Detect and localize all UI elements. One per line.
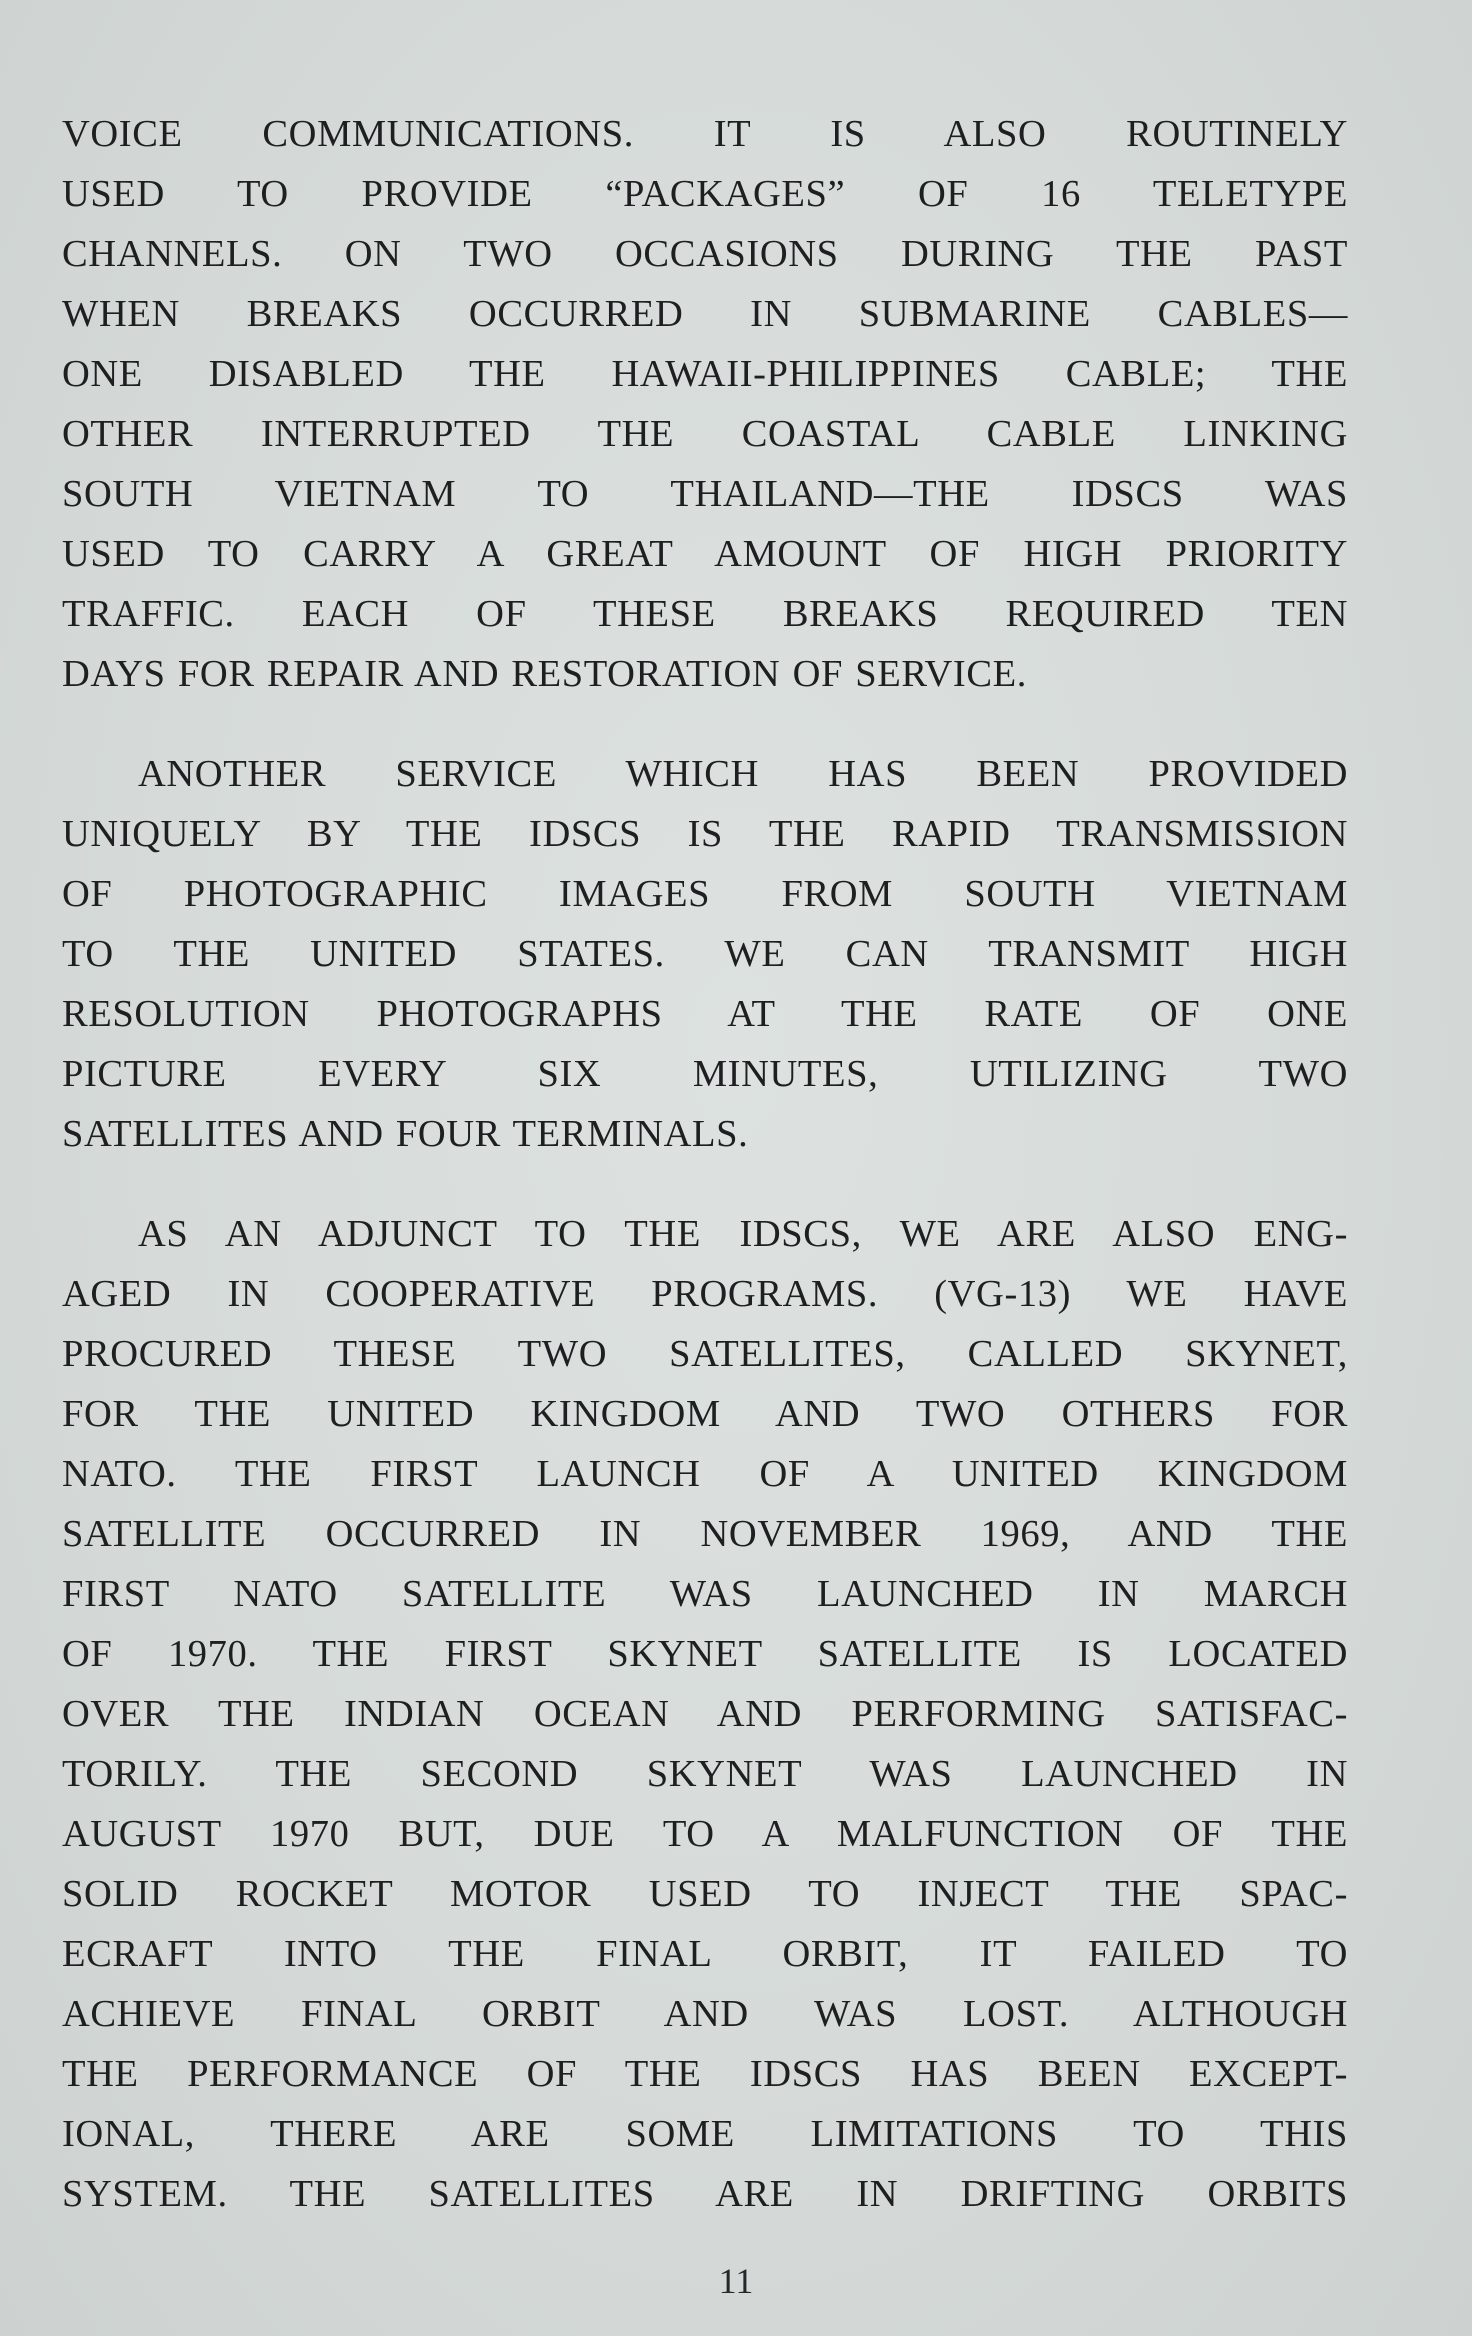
paragraph-2 — [62, 744, 1348, 1164]
text-line: OF 1970. THE FIRST SKYNET SATELLITE IS LOCATED — [62, 1633, 1348, 1675]
text-line: AS AN ADJUNCT TO THE IDSCS, WE ARE ALSO ENG- — [138, 1213, 1348, 1255]
text-line: FOR THE UNITED KINGDOM AND TWO OTHERS FOR — [62, 1393, 1348, 1435]
text-line: SOUTH VIETNAM TO THAILAND—THE IDSCS WAS — [62, 473, 1348, 515]
text-line: SOLID ROCKET MOTOR USED TO INJECT THE SPAC- — [62, 1873, 1348, 1915]
text-line: RESOLUTION PHOTOGRAPHS AT THE RATE OF ONE — [62, 993, 1348, 1035]
text-line: WHEN BREAKS OCCURRED IN SUBMARINE CABLES— — [62, 293, 1348, 335]
text-line: SATELLITES AND FOUR TERMINALS. — [62, 1113, 749, 1155]
paragraph-1 — [62, 104, 1348, 704]
text-line: CHANNELS. ON TWO OCCASIONS DURING THE PAST — [62, 233, 1348, 275]
text-line: NATO. THE FIRST LAUNCH OF A UNITED KINGDOM — [62, 1453, 1348, 1495]
text-line: OF PHOTOGRAPHIC IMAGES FROM SOUTH VIETNAM — [62, 873, 1348, 915]
text-line: ONE DISABLED THE HAWAII-PHILIPPINES CABLE; THE — [62, 353, 1348, 395]
text-line: PICTURE EVERY SIX MINUTES, UTILIZING TWO — [62, 1053, 1348, 1095]
text-line: TRAFFIC. EACH OF THESE BREAKS REQUIRED TEN — [62, 593, 1348, 635]
text-line: AGED IN COOPERATIVE PROGRAMS. (VG-13) WE HAVE — [62, 1273, 1348, 1315]
body-text — [62, 104, 1348, 2224]
text-line: SYSTEM. THE SATELLITES ARE IN DRIFTING ORBITS — [62, 2173, 1348, 2215]
text-line: OVER THE INDIAN OCEAN AND PERFORMING SATISFAC- — [62, 1693, 1348, 1735]
text-line: AUGUST 1970 BUT, DUE TO A MALFUNCTION OF THE — [62, 1813, 1348, 1855]
text-line: DAYS FOR REPAIR AND RESTORATION OF SERVICE. — [62, 653, 1027, 695]
text-line: OTHER INTERRUPTED THE COASTAL CABLE LINKING — [62, 413, 1348, 455]
text-line: USED TO CARRY A GREAT AMOUNT OF HIGH PRIORITY — [62, 533, 1348, 575]
text-line: VOICE COMMUNICATIONS. IT IS ALSO ROUTINELY — [62, 113, 1348, 155]
text-line: UNIQUELY BY THE IDSCS IS THE RAPID TRANSMISSION — [62, 813, 1348, 855]
text-line: TORILY. THE SECOND SKYNET WAS LAUNCHED IN — [62, 1753, 1348, 1795]
text-line: SATELLITE OCCURRED IN NOVEMBER 1969, AND THE — [62, 1513, 1348, 1555]
text-line: ECRAFT INTO THE FINAL ORBIT, IT FAILED TO — [62, 1933, 1348, 1975]
text-line: ANOTHER SERVICE WHICH HAS BEEN PROVIDED — [138, 753, 1348, 795]
text-line: FIRST NATO SATELLITE WAS LAUNCHED IN MARCH — [62, 1573, 1348, 1615]
page-number: 11 — [718, 2261, 754, 2301]
text-line: PROCURED THESE TWO SATELLITES, CALLED SKYNET, — [62, 1333, 1348, 1375]
text-line: USED TO PROVIDE “PACKAGES” OF 16 TELETYPE — [62, 173, 1348, 215]
text-line: ACHIEVE FINAL ORBIT AND WAS LOST. ALTHOUGH — [62, 1993, 1348, 2035]
paragraph-3 — [62, 1204, 1348, 2224]
text-line: TO THE UNITED STATES. WE CAN TRANSMIT HIGH — [62, 933, 1348, 975]
text-line: THE PERFORMANCE OF THE IDSCS HAS BEEN EXCEPT- — [62, 2053, 1348, 2095]
text-line: IONAL, THERE ARE SOME LIMITATIONS TO THIS — [62, 2113, 1348, 2155]
